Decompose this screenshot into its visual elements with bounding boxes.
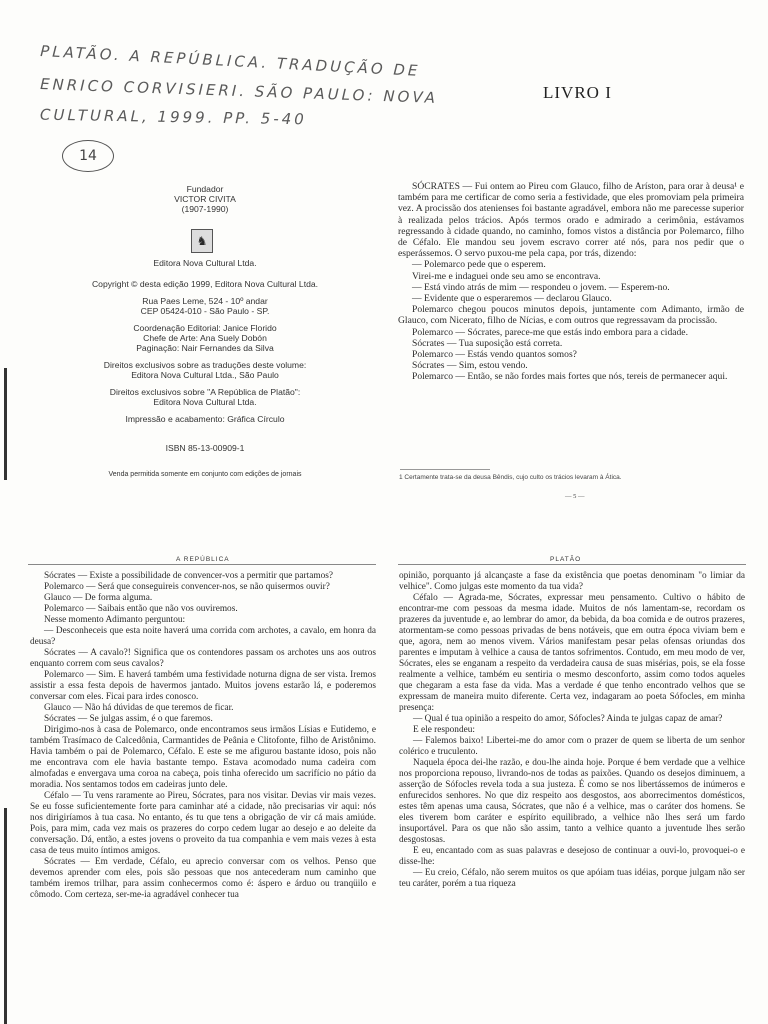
paragraph: Dirigimo-nos à casa de Polemarco, onde encontramos seus irmãos Lísias e Eutidemo, e também Trasímaco de Calcedônia, Carmantides de Peânia e Clitofonte, filho de Aristônimo. Havia também o pai de Polemarco, Céfalo. E este se me afigurou bastante idoso, pois não me encontrava com ele havia bastante tempo. Estava acomodado numa cadeira com almofadas e envergava uma coroa na cabeça, pois tinha oferecido um sacrifício no pátio da moradia. Nos sentamos todos em cadeiras junto dele.: [30, 725, 376, 790]
chapter-title: LIVRO I: [543, 83, 612, 102]
paragraph: Virei-me e indaguei onde seu amo se encontrava.: [412, 270, 601, 282]
paragraph: Polemarco — Então, se não fordes mais fortes que nós, tereis de permanecer aqui.: [412, 371, 728, 383]
paragraph: Polemarco chegou poucos minutos depois, juntamente com Adimanto, irmão de Glauco, com Nicerato, filho de Nícias, e com outros que regressavam da procissão.: [398, 304, 744, 327]
art-director-line: Chefe de Arte: Ana Suely Dobón: [143, 333, 267, 343]
page-number: — 5 —: [565, 493, 585, 500]
printer-line: Impressão e acabamento: Gráfica Círculo: [125, 414, 285, 424]
paragraph: — Está vindo atrás de mim — respondeu o jovem. — Esperem-no.: [412, 281, 670, 293]
paragraph: Sócrates — Em verdade, Céfalo, eu aprecio conversar com os velhos. Penso que devemos aprender com eles, pois são pessoas que nos antecederam num caminho que também iremos trilhar, para assim conhecermos como é: áspero e árduo ou tranqüilo e cômodo. Com certeza, ser-me-ia agradável conhecer tua: [30, 857, 376, 900]
paragraph: Glauco — Não há dúvidas de que teremos de ficar.: [44, 703, 234, 713]
copyright-line: Copyright © desta edição 1999, Editora Nova Cultural Ltda.: [91, 279, 319, 289]
paragraph: — Desconheceis que esta noite haverá uma corrida com archotes, a cavalo, em honra da deusa?: [30, 626, 376, 647]
founder-name: VICTOR CIVITA: [174, 194, 236, 204]
paragraph: SÓCRATES — Fui ontem ao Pireu com Glauco, filho de Aríston, para orar à deusa¹ e também para me certificar de como seria a festividade, que eles promoviam pela primeira vez. A procissão dos atenienses foi bastante agradável, embora não me parecesse superior à realizada pelos trácios. Após termos orado e admirado a cerimônia, estávamos regressando à cidade quando, no caminho, fomos vistos a distância por Polemarco, filho de Céfalo. Ele mandou seu jovem escravo correr até nós, para nos pedir que o esperássemos. O servo puxou-me pela capa, por trás, dizendo:: [398, 181, 744, 260]
paragraph: Polemarco — Estás vendo quantos somos?: [412, 349, 577, 361]
page-left-body: [30, 571, 376, 901]
footnote: 1 Certamente trata-se da deusa Bêndis, cujo culto os trácios levaram à Ática.: [399, 474, 622, 481]
footnote-rule: [400, 469, 490, 470]
handwritten-citation-line2: ENRICO CORVISIERI. SÃO PAULO: NOVA: [39, 75, 439, 107]
paragraph: Sócrates — Se julgas assim, é o que faremos.: [44, 714, 213, 724]
page5-body: [398, 181, 744, 383]
paragraph: Polemarco — Sim. E haverá também uma festividade noturna digna de ser vista. Iremos assistir a essa festa depois de havermos jantado. Muitos jovens estarão lá, e poderemos conversar com eles. Ficai para irdes conosco.: [30, 670, 376, 702]
running-head-right: PLATÃO: [550, 556, 582, 563]
paragraph: Polemarco — Sócrates, parece-me que estás indo embora para a cidade.: [412, 326, 688, 338]
publisher-name: Editora Nova Cultural Ltda.: [153, 258, 257, 268]
coordination-line: Coordenação Editorial: Janice Florido: [133, 323, 277, 333]
paragraph: Nesse momento Adimanto perguntou:: [44, 615, 186, 625]
pagination-line: Paginação: Nair Fernandes da Silva: [136, 343, 274, 353]
sale-notice: Venda permitida somente em conjunto com edições de jornais: [108, 471, 302, 478]
paragraph: E ele respondeu:: [413, 725, 475, 735]
running-head-rule: [398, 564, 746, 565]
page-right-body: [399, 571, 745, 890]
paragraph: — Polemarco pede que o esperem.: [412, 259, 546, 271]
paragraph: opinião, porquanto já alcançaste a fase da existência que poetas denominam "o limiar da velhice". Como julgas este momento da tua vida?: [399, 571, 745, 592]
rights-line-2a: Direitos exclusivos sobre "A República de Platão":: [109, 387, 301, 397]
paragraph: Glauco — De forma alguma.: [44, 593, 153, 603]
rights-line-1a: Direitos exclusivos sobre as traduções deste volume:: [103, 360, 307, 370]
paragraph: Céfalo — Agrada-me, Sócrates, expressar meu pensamento. Cultivo o hábito de encontrar-me com pessoas da mesma idade. Muitos de nós lamentam-se, recordam os prazeres da juventude e, ao lembrar do amor, da bebida, da boa comida e de outros prazeres, atormentam-se como pessoas privadas de bens notáveis, que em outra época viviam bem e que, agora, nem ao menos vivem. Vários manifestam pesar pelas ofensas oriundas dos parentes e imputam à velhice a causa de tantos sofrimentos. Contudo, em meu modo de ver, Sócrates, eles se enganam a respeito da verdadeira causa de suas misérias, pois, se ela fosse realmente a velhice, também eu sentiria o mesmo desconforto, assim como todos aqueles que chegaram a esta fase da vida. Mas a verdade é que tenho encontrado velhos que se expressam de maneira muito diferente. Certa vez, indagaram ao poeta Sófocles, em minha presença:: [399, 593, 745, 713]
scan-margin-bar: [4, 808, 7, 1024]
paragraph: Sócrates — A cavalo?! Significa que os contendores passam os archotes uns aos outros enquanto correm com seus cavalos?: [30, 648, 376, 669]
handwritten-citation-line1: PLATÃO. A REPÚBLICA. TRADUÇÃO DE: [39, 42, 421, 80]
scan-margin-bar: [4, 368, 7, 480]
paragraph: Sócrates — Existe a possibilidade de convencer-vos a permitir que partamos?: [44, 571, 333, 581]
isbn-line: ISBN 85-13-00909-1: [165, 443, 245, 453]
address-line-2: CEP 05424-010 - São Paulo - SP.: [140, 306, 270, 316]
paragraph: Sócrates — Sim, estou vendo.: [412, 360, 528, 372]
rights-line-1b: Editora Nova Cultural Ltda., São Paulo: [131, 370, 279, 380]
handwritten-citation-line3: CULTURAL, 1999. PP. 5-40: [39, 105, 307, 129]
paragraph: Sócrates — Tua suposição está correta.: [412, 337, 563, 349]
paragraph: — Falemos baixo! Libertei-me do amor com o prazer de quem se liberta de um senhor colérico e truculento.: [399, 736, 745, 757]
founder-years: (1907-1990): [181, 204, 229, 214]
address-line-1: Rua Paes Leme, 524 - 10º andar: [142, 296, 268, 306]
paragraph: Polemarco — Será que conseguireis convencer-nos, se não quisermos ouvir?: [44, 582, 330, 592]
running-head-rule: [28, 564, 376, 565]
paragraph: — Eu creio, Céfalo, não serem muitos os que apóiam tuas idéias, porque julgam não ser teu caráter, porém a tua riqueza: [399, 868, 745, 889]
publisher-logo-icon: ♞: [191, 229, 213, 253]
founder-label: Fundador: [186, 184, 224, 194]
running-head-left: A REPÚBLICA: [176, 556, 230, 563]
paragraph: — Evidente que o esperaremos — declarou Glauco.: [412, 293, 612, 305]
circled-number: 14: [62, 140, 114, 172]
paragraph: Céfalo — Tu vens raramente ao Pireu, Sócrates, para nos visitar. Devias vir mais vezes. Se eu fosse suficientemente forte para caminhar até a cidade, não precisarias vir aqui: nós nos dirigiríamos à tua casa. No entanto, és tu que tens a obrigação de vir cá mais amiúde. Pois, para mim, cada vez mais os prazeres do corpo cedem lugar ao desejo e ao deleite da conversação. Dá, então, a estes jovens o proveito da tua companhia e vem mais vezes à esta casa de teus muito íntimos amigos.: [30, 791, 376, 856]
paragraph: — Qual é tua opinião a respeito do amor, Sófocles? Ainda te julgas capaz de amar?: [413, 714, 723, 724]
paragraph: Naquela época dei-lhe razão, e dou-lhe ainda hoje. Porque é bem verdade que a velhice nos proporciona repouso, livrando-nos de todas as paixões. Quando os desejos diminuem, a asserção de Sófocles revela toda a sua justeza. É como se nos libertássemos de inúmeros e enfurecidos senhores. No que diz respeito aos desgostos, aos aborrecimentos domésticos, estes têm apenas uma causa, Sócrates, que não é a velhice, mas o caráter dos homens. Se eles tiverem bom caráter e espírito equilibrado, a velhice não lhes será um fardo insuportável. Para os que não são assim, tanto a velhice quanto a juventude lhes serão desgostosas.: [399, 758, 745, 845]
paragraph: Polemarco — Saibais então que não vos ouviremos.: [44, 604, 238, 614]
rights-line-2b: Editora Nova Cultural Ltda.: [153, 397, 257, 407]
paragraph: E eu, encantado com as suas palavras e desejoso de continuar a ouvi-lo, provoquei-o e disse-lhe:: [399, 846, 745, 867]
